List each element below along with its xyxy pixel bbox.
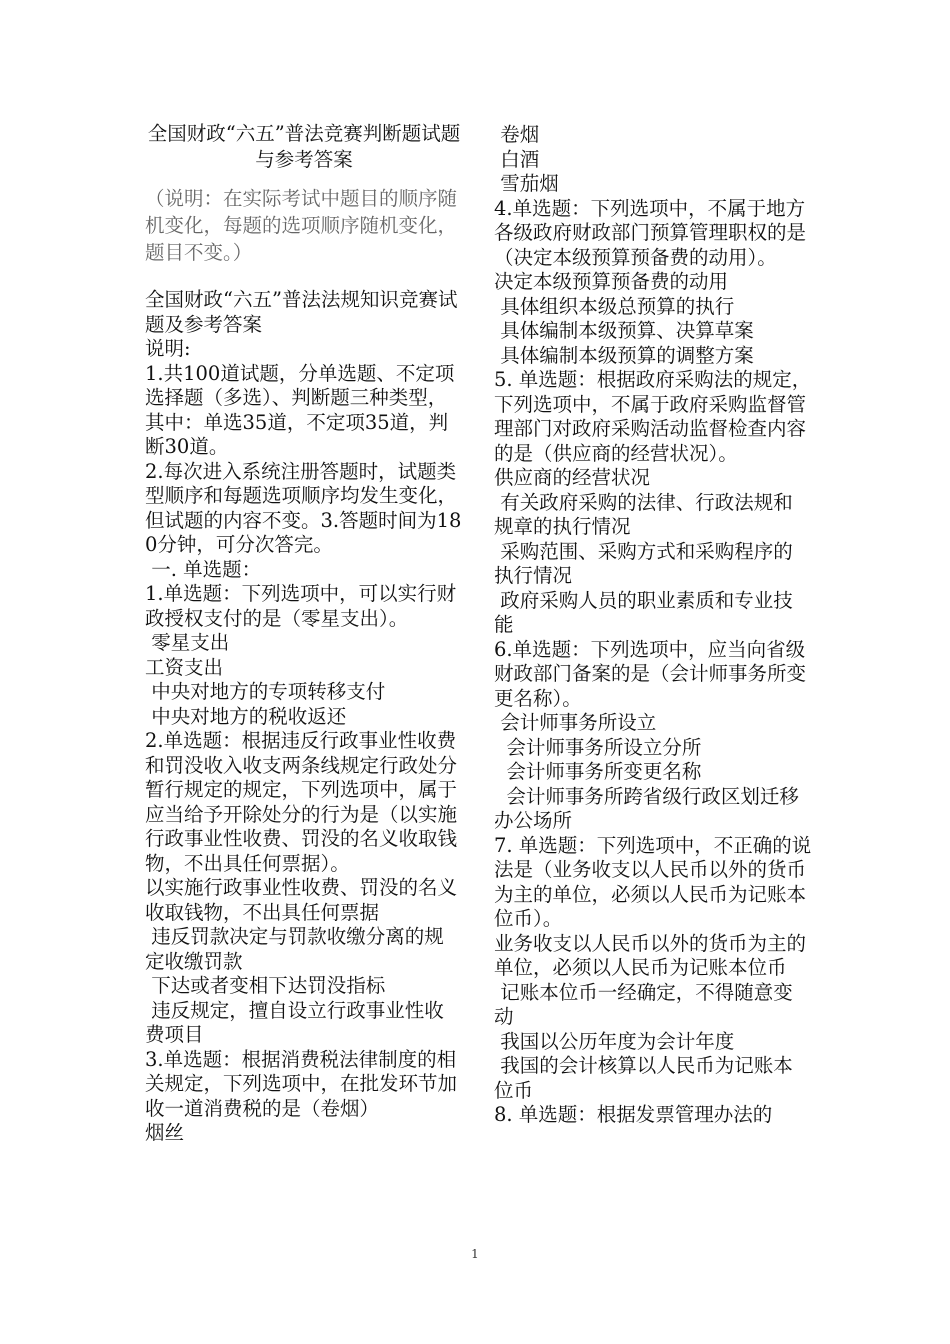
text-line: 6.单选题：下列选项中，应当向省级财政部门备案的是（会计师事务所变更名称）。 xyxy=(494,637,807,710)
text-line: 供应商的经营状况 xyxy=(494,466,651,489)
left-column xyxy=(145,121,463,1146)
text-line: 1.共100道试题，分单选题、不定项选择题（多选）、判断题三种类型，其中：单选35道，不定项35道，判断30道。 xyxy=(145,361,455,458)
text-line: 1.单选题：下列选项中，可以实行财政授权支付的是（零星支出）。 xyxy=(145,582,457,630)
text-line: 雪茄烟 xyxy=(494,172,559,195)
text-line: 2.每次进入系统注册答题时，试题类型顺序和每题选项顺序均发生变化，但试题的内容不变。3.答题时间为180分钟，可分次答完。 xyxy=(145,459,462,556)
text-line: 3.单选题：根据消费税法律制度的相关规定，下列选项中，在批发环节加收一道消费税的是（卷烟） xyxy=(145,1047,458,1120)
text-line: 采购范围、采购方式和采购程序的执行情况 xyxy=(494,539,793,587)
text-line: 有关政府采购的法律、行政法规和规章的执行情况 xyxy=(494,490,793,538)
text-line: 零星支出 xyxy=(145,631,230,654)
document-title: 全国财政“六五”普法竞赛判断题试题与参考答案 xyxy=(147,122,461,171)
text-line: 违反罚款决定与罚款收缴分离的规定收缴罚款 xyxy=(145,925,444,973)
text-line: 中央对地方的专项转移支付 xyxy=(145,680,386,703)
text-line: 8. 单选题：根据发票管理办法的 xyxy=(494,1103,773,1126)
text-line: 以实施行政事业性收费、罚没的名义收取钱物，不出具任何票据 xyxy=(145,876,458,924)
text-line: 卷烟 xyxy=(494,123,540,146)
text-line: 决定本级预算预备费的动用 xyxy=(494,270,729,293)
text-line: 政府采购人员的职业素质和专业技能 xyxy=(494,588,793,636)
text-line: 中央对地方的税收返还 xyxy=(145,704,347,728)
text-line: 4.单选题：下列选项中，不属于地方各级政府财政部门预算管理职权的是（决定本级预算预备费的动用）。 xyxy=(494,196,807,269)
text-line: 我国的会计核算以人民币为记账本位币 xyxy=(494,1054,793,1102)
text-line: 烟丝 xyxy=(145,1121,185,1144)
text-line: 我国以公历年度为会计年度 xyxy=(494,1029,735,1053)
text-line: 一. 单选题： xyxy=(145,557,262,581)
text-line: 会计师事务所设立分所 xyxy=(494,735,702,759)
text-line: 工资支出 xyxy=(145,655,224,679)
left-text-lines xyxy=(145,288,463,1146)
text-line: 2.单选题：根据违反行政事业性收费和罚没收入收支两条线规定行政处分暂行规定的规定，下列选项中，属于应当给予开除处分的行为是（以实施行政事业性收费、罚没的名义收取钱物，不出具任何票据）。 xyxy=(145,729,458,875)
instruction-note: （说明：在实际考试中题目的顺序随机变化，每题的选项顺序随机变化，题目不变。） xyxy=(145,187,458,264)
text-line: 会计师事务所设立 xyxy=(494,711,657,734)
text-line: 具体编制本级预算的调整方案 xyxy=(494,343,754,367)
text-line: 5. 单选题：根据政府采购法的规定，下列选项中，不属于政府采购监督管理部门对政府采购活动监督检查内容的是（供应商的经营状况）。 xyxy=(494,368,812,465)
text-line: 全国财政“六五”普法法规知识竞赛试题及参考答案 xyxy=(145,288,458,336)
right-column xyxy=(494,123,812,1128)
text-line: 说明: xyxy=(145,337,191,360)
text-line: 记账本位币一经确定，不得随意变动 xyxy=(494,980,793,1028)
text-line: 7. 单选题：下列选项中，不正确的说法是（业务收支以人民币以外的货币为主的单位，必须以人民币为记账本位币）。 xyxy=(494,833,812,930)
right-text-lines xyxy=(494,123,812,1128)
text-line: 具体组织本级总预算的执行 xyxy=(494,294,735,318)
page-number: 1 xyxy=(471,1247,479,1261)
text-line: 会计师事务所变更名称 xyxy=(494,760,702,783)
text-line: 下达或者变相下达罚没指标 xyxy=(145,974,386,997)
text-line: 业务收支以人民币以外的货币为主的单位，必须以人民币为记账本位币 xyxy=(494,931,807,979)
text-line: 白酒 xyxy=(494,147,540,171)
text-line: 具体编制本级预算、决算草案 xyxy=(494,319,754,342)
text-line: 会计师事务所跨省级行政区划迁移办公场所 xyxy=(494,784,799,832)
text-line: 违反规定，擅自设立行政事业性收费项目 xyxy=(145,998,444,1046)
